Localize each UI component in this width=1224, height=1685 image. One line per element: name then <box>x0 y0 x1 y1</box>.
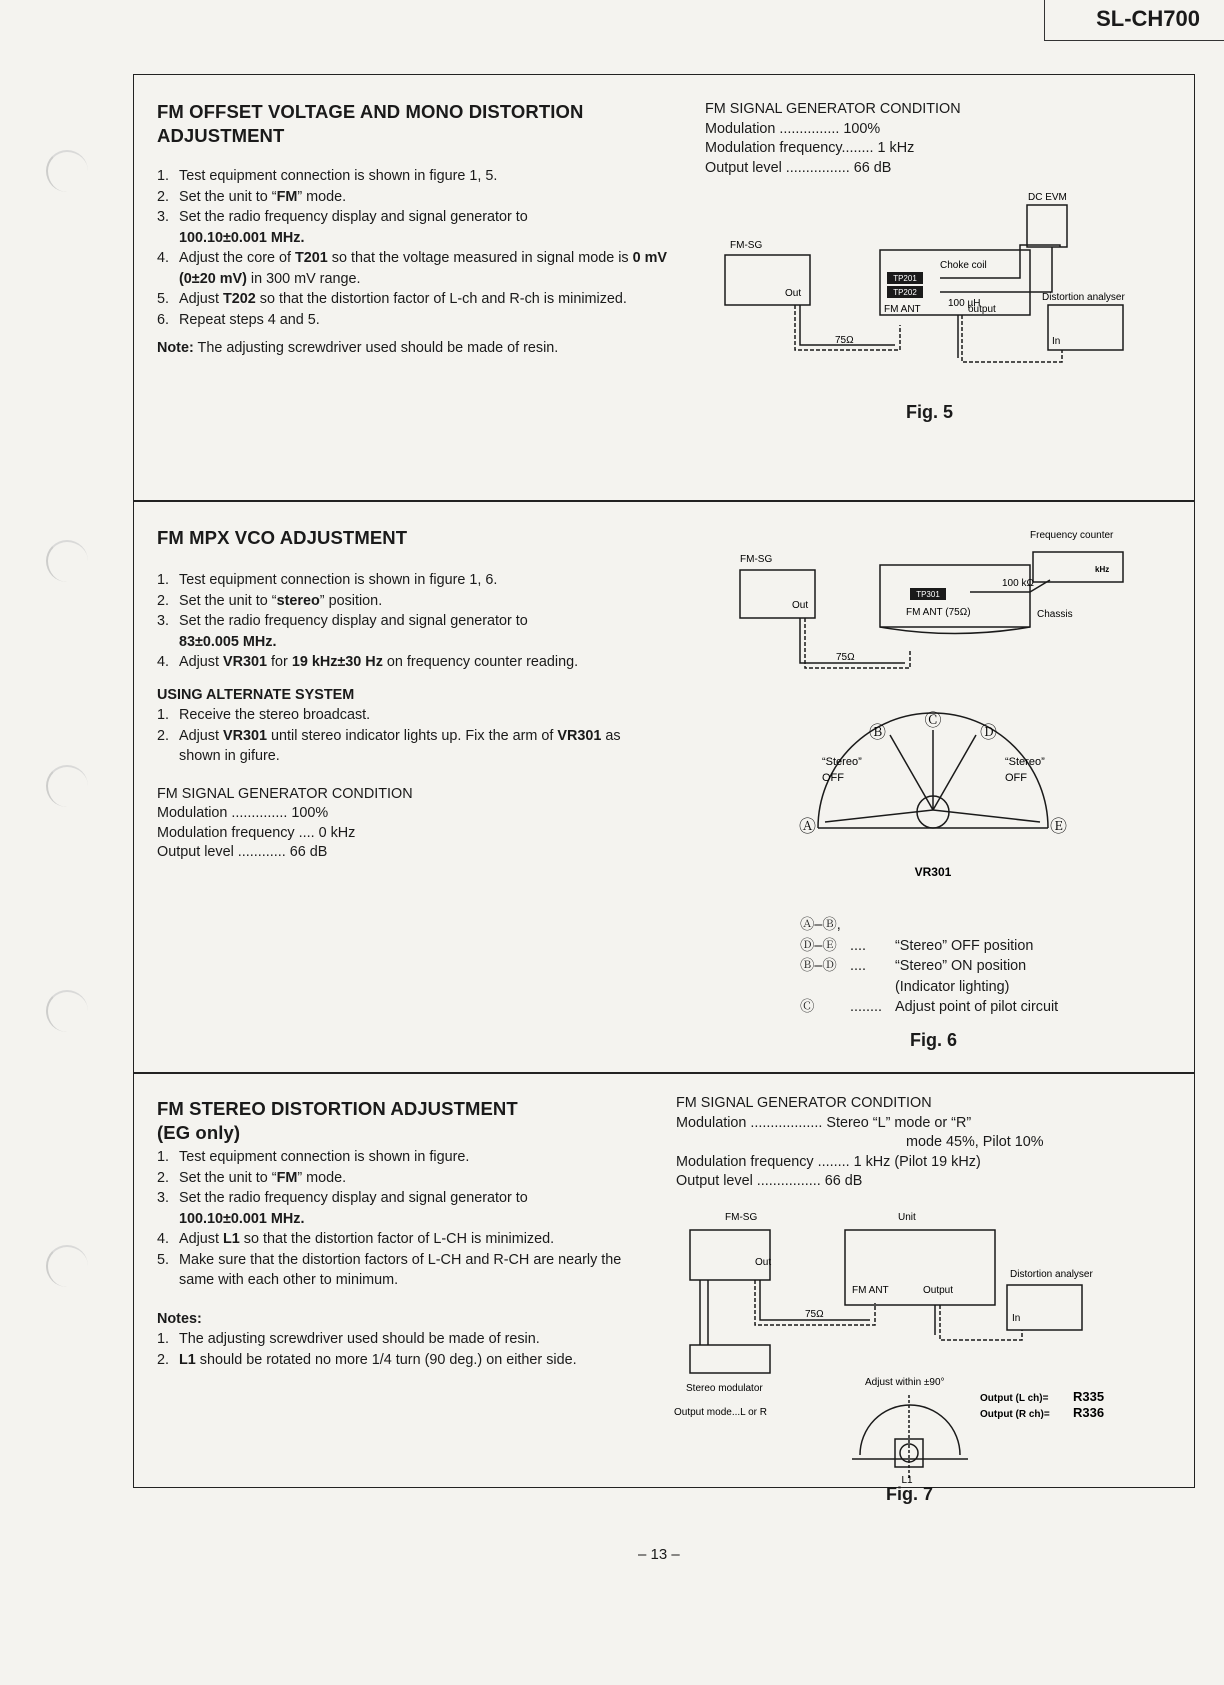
svg-text:In: In <box>1012 1313 1021 1324</box>
step: 3. Set the radio frequency display and signal generator to 100.10±0.001 MHz. <box>157 209 528 246</box>
condition-row: Modulation frequency ........ 1 kHz (Pilot 19 kHz) <box>676 1153 981 1170</box>
section-fm-offset <box>157 100 677 359</box>
svg-text:Out: Out <box>785 288 802 299</box>
section-divider <box>133 1072 1195 1074</box>
svg-text:Ⓒ: Ⓒ <box>924 711 942 730</box>
step: 5. Adjust T202 so that the distortion factor of L-ch and R-ch is minimized. <box>157 291 627 307</box>
fig6-diagram <box>700 520 1160 890</box>
step: 4. Adjust the core of T201 so that the voltage measured in signal mode is 0 mV (0±20 mV) in 300 mV range. <box>157 250 667 287</box>
alt-title: USING ALTERNATE SYSTEM <box>157 686 355 703</box>
condition-title: FM SIGNAL GENERATOR CONDITION <box>705 101 961 117</box>
svg-text:“Stereo”: “Stereo” <box>1005 756 1045 768</box>
svg-text:OFF: OFF <box>822 772 844 784</box>
svg-text:Ⓑ: Ⓑ <box>869 723 886 742</box>
fm-sg-box <box>690 1230 770 1280</box>
notes-title: Notes: <box>157 1310 202 1327</box>
svg-text:Output mode...L or R: Output mode...L or R <box>674 1407 768 1418</box>
binder-hole <box>46 1245 88 1287</box>
step: 3. Set the radio frequency display and signal generator to 83±0.005 MHz. <box>157 613 528 650</box>
svg-text:Out: Out <box>792 600 809 611</box>
page-number: – 13 – <box>638 1546 680 1563</box>
svg-text:R335: R335 <box>1073 1389 1105 1404</box>
svg-text:FM ANT: FM ANT <box>852 1285 889 1296</box>
step: 4. Adjust VR301 for 19 kHz±30 Hz on frequency counter reading. <box>157 654 579 670</box>
step: 3. Set the radio frequency display and signal generator to 100.10±0.001 MHz. <box>157 1190 528 1227</box>
svg-text:75Ω: 75Ω <box>835 335 854 346</box>
condition-row: Modulation .................. Stereo “L” mode or “R” <box>676 1114 972 1131</box>
legend-row: Ⓓ–Ⓔ .... “Stereo” OFF position <box>800 937 1034 954</box>
step: 1. Receive the stereo broadcast. <box>157 707 371 723</box>
fig6-caption: Fig. 6 <box>910 1030 958 1050</box>
svg-text:TP202: TP202 <box>893 288 917 297</box>
section-title: (EG only) <box>157 1122 241 1143</box>
svg-text:Output (L ch)=: Output (L ch)= <box>980 1393 1049 1404</box>
svg-text:Output (R ch)=: Output (R ch)= <box>980 1409 1050 1420</box>
steps-list <box>157 166 673 330</box>
svg-text:75Ω: 75Ω <box>805 1309 824 1320</box>
steps-list <box>157 1147 649 1291</box>
svg-text:Unit: Unit <box>898 1212 916 1223</box>
signal-generator-condition <box>705 100 961 178</box>
svg-text:Choke coil: Choke coil <box>940 260 987 271</box>
condition-title: FM SIGNAL GENERATOR CONDITION <box>676 1095 932 1111</box>
section-title: ADJUSTMENT <box>157 125 285 146</box>
note: 1. The adjusting screwdriver used should be made of resin. <box>157 1331 540 1347</box>
section-title: FM STEREO DISTORTION ADJUSTMENT <box>157 1098 518 1119</box>
svg-text:R336: R336 <box>1073 1405 1105 1420</box>
svg-text:Ⓓ: Ⓓ <box>980 723 997 742</box>
fig5-caption: Fig. 5 <box>906 402 954 422</box>
svg-text:output: output <box>968 304 996 315</box>
steps-list <box>157 570 673 673</box>
svg-text:Stereo modulator: Stereo modulator <box>686 1383 763 1394</box>
svg-text:“Stereo”: “Stereo” <box>822 756 862 768</box>
legend-row: (Indicator lighting) <box>895 978 1010 995</box>
fig5-diagram <box>700 190 1160 390</box>
svg-text:Chassis: Chassis <box>1037 609 1073 620</box>
step: 2. Adjust VR301 until stereo indicator lights up. Fix the arm of VR301 as shown in gifure. <box>157 727 621 764</box>
svg-text:OFF: OFF <box>1005 772 1027 784</box>
binder-hole <box>46 150 88 192</box>
condition-row: Output level ................ 66 dB <box>676 1173 863 1189</box>
notes-list <box>157 1329 649 1370</box>
step: 1. Test equipment connection is shown in figure 1, 5. <box>157 168 498 184</box>
legend-row: Ⓑ–Ⓓ .... “Stereo” ON position <box>800 958 1027 974</box>
svg-text:FM-SG: FM-SG <box>740 554 773 565</box>
section-title: FM MPX VCO ADJUSTMENT <box>157 527 408 548</box>
binder-hole <box>46 765 88 807</box>
frequency-counter-box <box>1033 552 1123 582</box>
svg-text:Adjust within ±90°: Adjust within ±90° <box>865 1377 945 1388</box>
svg-text:VR301: VR301 <box>914 865 952 879</box>
legend-row: Ⓒ ........ Adjust point of pilot circuit <box>800 999 1059 1015</box>
svg-text:Ⓐ: Ⓐ <box>799 817 816 836</box>
condition-row: Modulation frequency .... 0 kHz <box>157 824 356 841</box>
step: 1. Test equipment connection is shown in figure. <box>157 1149 470 1165</box>
svg-text:FM ANT (75Ω): FM ANT (75Ω) <box>906 607 971 618</box>
svg-text:Frequency counter: Frequency counter <box>1030 530 1114 541</box>
svg-text:kHz: kHz <box>1095 565 1110 574</box>
fig7-diagram <box>660 1205 1140 1486</box>
model-name: SL-CH700 <box>1096 6 1200 31</box>
note: 2. L1 should be rotated no more 1/4 turn (90 deg.) on either side. <box>157 1351 577 1368</box>
svg-text:L1: L1 <box>901 1475 913 1486</box>
stereo-modulator-box <box>690 1345 770 1373</box>
condition-row: mode 45%, Pilot 10% <box>906 1134 1044 1150</box>
signal-generator-condition <box>157 785 677 863</box>
fig7-caption: Fig. 7 <box>886 1484 934 1504</box>
step: 5. Make sure that the distortion factors of L-CH and R-CH are nearly the same with each other to minimum. <box>157 1251 622 1288</box>
svg-text:FM-SG: FM-SG <box>725 1212 758 1223</box>
condition-row: Modulation .............. 100% <box>157 805 329 821</box>
note: Note: The adjusting screwdriver used should be made of resin. <box>157 340 559 356</box>
condition-row: Output level ................ 66 dB <box>705 159 892 176</box>
svg-text:Output: Output <box>923 1285 954 1296</box>
section-title: FM OFFSET VOLTAGE AND MONO DISTORTION <box>157 101 584 122</box>
svg-text:75Ω: 75Ω <box>836 652 855 663</box>
signal-generator-condition <box>676 1094 1044 1192</box>
svg-text:FM ANT: FM ANT <box>884 304 921 315</box>
svg-text:TP201: TP201 <box>893 274 917 283</box>
section-fm-stereo-distortion <box>157 1097 657 1370</box>
binder-hole <box>46 990 88 1032</box>
binder-hole <box>46 540 88 582</box>
step: 4. Adjust L1 so that the distortion factor of L-CH is minimized. <box>157 1231 555 1247</box>
svg-text:FM-SG: FM-SG <box>730 240 763 251</box>
header-rule <box>1044 40 1224 41</box>
svg-text:Ⓔ: Ⓔ <box>1050 817 1067 836</box>
condition-row: Modulation ............... 100% <box>705 120 881 137</box>
svg-text:Distortion analyser: Distortion analyser <box>1010 1269 1093 1280</box>
header-rule <box>1044 0 1045 40</box>
condition-title: FM SIGNAL GENERATOR CONDITION <box>157 785 413 802</box>
svg-text:TP301: TP301 <box>916 590 940 599</box>
alt-steps-list <box>157 705 657 767</box>
condition-row: Modulation frequency........ 1 kHz <box>705 140 915 156</box>
svg-text:Out: Out <box>755 1257 772 1268</box>
svg-text:In: In <box>1052 336 1061 347</box>
legend-row: Ⓐ–Ⓑ, <box>800 917 841 933</box>
section-divider <box>133 500 1195 502</box>
step: 6. Repeat steps 4 and 5. <box>157 311 320 328</box>
dc-evm-box <box>1027 205 1067 247</box>
step: 2. Set the unit to “FM” mode. <box>157 1169 347 1186</box>
svg-text:100 kΩ: 100 kΩ <box>1002 578 1034 589</box>
svg-text:DC EVM: DC EVM <box>1028 192 1067 203</box>
vr301-legend <box>800 915 1140 1018</box>
condition-row: Output level ............ 66 dB <box>157 844 328 860</box>
step: 2. Set the unit to “stereo” position. <box>157 592 383 609</box>
step: 2. Set the unit to “FM” mode. <box>157 188 347 205</box>
svg-text:Distortion analyser: Distortion analyser <box>1042 292 1125 303</box>
step: 1. Test equipment connection is shown in figure 1, 6. <box>157 572 498 588</box>
section-fm-mpx-vco <box>157 526 677 863</box>
svg-text:100 µH: 100 µH <box>948 298 981 309</box>
